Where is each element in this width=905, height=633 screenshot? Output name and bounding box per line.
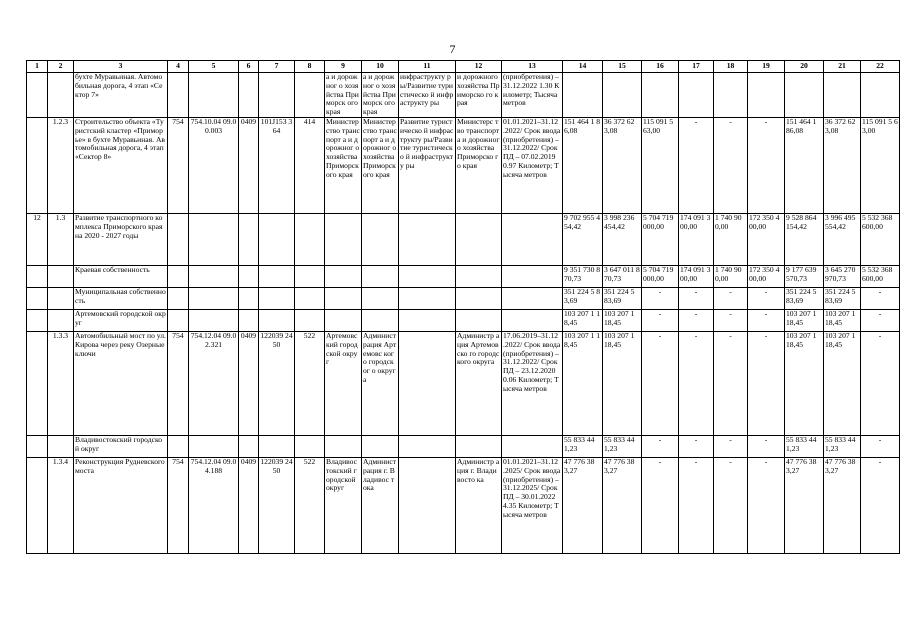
table-cell: - (679, 457, 714, 553)
table-cell: - (861, 457, 900, 553)
table-cell: - (714, 117, 748, 213)
table-cell (27, 331, 48, 435)
column-header: 2 (48, 61, 74, 73)
table-cell (399, 435, 456, 457)
table-cell: Администр ация г. Владивосто ка (456, 457, 502, 553)
table-cell (27, 287, 48, 309)
table-cell: 9 177 639 570,73 (785, 265, 824, 287)
table-cell (239, 435, 259, 457)
column-header: 14 (563, 61, 603, 73)
table-cell: 47 776 38 3,27 (603, 457, 642, 553)
table-cell (189, 213, 239, 265)
table-cell (27, 73, 48, 118)
table-cell: Строительство объекта «Туристский кластер «Приморье» в бухте Муравьиная. Автомобильная дорога, 4 этап «Сектор 8» (74, 117, 168, 213)
header-row (27, 61, 900, 73)
table-cell: 754 (168, 457, 189, 553)
table-cell (502, 287, 563, 309)
table-cell (785, 73, 824, 118)
table-cell (456, 213, 502, 265)
table-cell: 47 776 38 3,27 (824, 457, 861, 553)
table-cell: 103 207 1 18,45 (563, 309, 603, 331)
table-cell: 754.10.04 09.00.003 (189, 117, 239, 213)
table-cell: 0409 (239, 117, 259, 213)
table-cell (456, 309, 502, 331)
column-header: 17 (679, 61, 714, 73)
table-row (27, 73, 900, 118)
table-cell (456, 265, 502, 287)
table-cell: - (714, 309, 748, 331)
table-cell: 351 224 5 83,69 (603, 287, 642, 309)
table-cell (48, 309, 74, 331)
table-cell (168, 309, 189, 331)
table-cell: 01.01.2021–31.12 .2022/ Срок ввода (приобретения) – 31.12.2022/ Срок ПД – 07.02.2019 0.97 Километр; Тысяча метров (502, 117, 563, 213)
table-row (27, 287, 900, 309)
column-header: 15 (603, 61, 642, 73)
table-cell (325, 309, 362, 331)
table-cell: Админист рация Артемовс кого городског о округа (362, 331, 399, 435)
table-cell (295, 265, 325, 287)
table-cell: - (679, 309, 714, 331)
table-cell: 101J153 364 (259, 117, 295, 213)
table-cell (714, 73, 748, 118)
table-cell: 351 224 5 83,69 (824, 287, 861, 309)
table-cell (362, 435, 399, 457)
table-cell: 103 207 1 18,45 (824, 331, 861, 435)
table-cell: 103 207 1 18,45 (603, 309, 642, 331)
column-header: 21 (824, 61, 861, 73)
table-cell (48, 73, 74, 118)
column-header: 1 (27, 61, 48, 73)
table-cell: 351 224 5 83,69 (785, 287, 824, 309)
table-cell: Реконструкция Рудневского моста (74, 457, 168, 553)
table-cell (168, 435, 189, 457)
table-cell: и дорожного хозяйства Приморско го края (456, 73, 502, 118)
table-cell: 414 (295, 117, 325, 213)
table-cell: 1.2.3 (48, 117, 74, 213)
table-cell (642, 73, 679, 118)
table-cell (168, 287, 189, 309)
table-cell: 3 998 236 454,42 (603, 213, 642, 265)
table-cell (325, 265, 362, 287)
table-cell: 5 532 368 600,00 (861, 213, 900, 265)
table-cell: Развитие туристическо й инфраструкту ры/Развитие туристическо й инфраструкту ры (399, 117, 456, 213)
table-cell (259, 213, 295, 265)
table-cell: - (679, 117, 714, 213)
table-cell (48, 287, 74, 309)
table-cell: - (642, 287, 679, 309)
table-cell: 1.3.3 (48, 331, 74, 435)
table-cell: 55 833 44 1,23 (824, 435, 861, 457)
table-cell (399, 457, 456, 553)
table-cell: - (748, 331, 785, 435)
table-cell: 17.06.2019–31.12 .2022/ Срок ввода (приобретения) – 31.12.2022/ Срок ПД – 23.12.2020 0.06 Километр; Тысяча метров (502, 331, 563, 435)
table-cell (27, 435, 48, 457)
table-cell: 122039 2450 (259, 331, 295, 435)
table-cell: 172 350 4 00,00 (748, 265, 785, 287)
table-cell: 55 833 44 1,23 (563, 435, 603, 457)
table-cell: 522 (295, 331, 325, 435)
table-cell: Министер ство транспорт а и дорожног о хозяйства Приморск ого края (362, 117, 399, 213)
table-cell: 122039 2450 (259, 457, 295, 553)
table-cell (456, 435, 502, 457)
table-cell: Министер ство транспорт а и дорожног о хозяйства Приморск ого края (325, 117, 362, 213)
table-cell: - (714, 331, 748, 435)
table-row (27, 435, 900, 457)
table-cell: 0409 (239, 457, 259, 553)
table-cell: а и дорожног о хозяйства Приморск ого края (325, 73, 362, 118)
table-cell (325, 435, 362, 457)
table-cell (748, 73, 785, 118)
table-cell: - (861, 435, 900, 457)
table-cell (295, 435, 325, 457)
table-cell: 5 704 719 000,00 (642, 213, 679, 265)
table-cell: 115 091 5 63,00 (861, 117, 900, 213)
table-cell (259, 309, 295, 331)
table-cell: 5 704 719 000,00 (642, 265, 679, 287)
table-cell: Министерс тво транспорта и дорожного хозяйства Приморско го края (456, 117, 502, 213)
column-header: 11 (399, 61, 456, 73)
table-cell (239, 287, 259, 309)
table-cell: 172 350 4 00,00 (748, 213, 785, 265)
table-cell: 9 702 955 454,42 (563, 213, 603, 265)
table-cell: 351 224 5 83,69 (563, 287, 603, 309)
column-header: 6 (239, 61, 259, 73)
column-header: 19 (748, 61, 785, 73)
table-cell: 0409 (239, 331, 259, 435)
table-cell: - (679, 331, 714, 435)
table-cell: - (679, 287, 714, 309)
table-cell: 3 647 011 870,73 (603, 265, 642, 287)
table-cell: 1 740 90 0,00 (714, 265, 748, 287)
table-cell (502, 213, 563, 265)
table-cell: бухте Муравьиная. Автомобильная дорога, 4 этап «Сектор 7» (74, 73, 168, 118)
table-cell (259, 73, 295, 118)
table-cell: 55 833 44 1,23 (785, 435, 824, 457)
table-cell (27, 309, 48, 331)
table-cell: - (861, 287, 900, 309)
table-cell: 522 (295, 457, 325, 553)
table-cell (399, 265, 456, 287)
table-cell (168, 265, 189, 287)
table-cell: - (642, 457, 679, 553)
table-cell (362, 309, 399, 331)
table-cell: 12 (27, 213, 48, 265)
table-cell: - (861, 309, 900, 331)
table-cell (295, 309, 325, 331)
table-cell: - (714, 457, 748, 553)
table-cell: Артемовс кий городской округ (325, 331, 362, 435)
table-cell: - (642, 331, 679, 435)
table-cell (27, 457, 48, 553)
table-cell (48, 265, 74, 287)
table-cell (168, 73, 189, 118)
column-header: 5 (189, 61, 239, 73)
table-cell: 754 (168, 331, 189, 435)
table-cell (189, 435, 239, 457)
table-cell (399, 331, 456, 435)
table-cell: Админист рация г. Владивос тока (362, 457, 399, 553)
table-cell: 174 091 300,00 (679, 265, 714, 287)
column-header: 7 (259, 61, 295, 73)
table-row (27, 309, 900, 331)
table-cell (325, 213, 362, 265)
table-cell (824, 73, 861, 118)
table-cell: 36 372 62 3,08 (824, 117, 861, 213)
table-cell (259, 265, 295, 287)
table-cell: 3 996 495 554,42 (824, 213, 861, 265)
table-cell: Автомобильный мост по ул. Кирова через реку Озерные ключи (74, 331, 168, 435)
column-header: 18 (714, 61, 748, 73)
table-cell (48, 435, 74, 457)
table-cell (362, 287, 399, 309)
table-row (27, 331, 900, 435)
table-cell: 754.12.04 09.04.188 (189, 457, 239, 553)
column-header: 8 (295, 61, 325, 73)
table-cell: Администр ация Артемовско го городского округа (456, 331, 502, 435)
table-cell (563, 73, 603, 118)
table-row (27, 265, 900, 287)
table-cell: 1.3 (48, 213, 74, 265)
column-header: 16 (642, 61, 679, 73)
table-cell (399, 309, 456, 331)
table-cell: - (642, 435, 679, 457)
table-cell: 01.01.2021–31.12 .2025/ Срок ввода (приобретения) – 31.12.2025/ Срок ПД – 30.01.2022 4.35 Километр; Тысяча метров (502, 457, 563, 553)
table-cell: 3 645 270 970,73 (824, 265, 861, 287)
column-header: 20 (785, 61, 824, 73)
table-cell: - (714, 435, 748, 457)
table-cell (362, 213, 399, 265)
table-cell (27, 265, 48, 287)
table-cell: 9 351 730 870,73 (563, 265, 603, 287)
table-cell (679, 73, 714, 118)
table-cell: 55 833 44 1,23 (603, 435, 642, 457)
table-cell (189, 73, 239, 118)
column-header: 22 (861, 61, 900, 73)
table-cell: 9 528 864 154,42 (785, 213, 824, 265)
table-cell: Муниципальная собственность (74, 287, 168, 309)
table-cell: 754.12.04 09.02.321 (189, 331, 239, 435)
budget-table (26, 60, 900, 554)
table-cell (295, 213, 325, 265)
table-cell: Развитие транспортного комплекса Приморского края на 2020 - 2027 годы (74, 213, 168, 265)
table-cell: 115 091 5 63,00 (642, 117, 679, 213)
column-header: 4 (168, 61, 189, 73)
table-cell (325, 287, 362, 309)
table-cell: 103 207 1 18,45 (603, 331, 642, 435)
column-header: 10 (362, 61, 399, 73)
table-cell (259, 287, 295, 309)
table-cell (239, 213, 259, 265)
table-row (27, 457, 900, 553)
table-cell (168, 213, 189, 265)
table-cell: Артемовский городской округ (74, 309, 168, 331)
table-cell: инфраструкту ры/Развитие туристическо й инфраструкту ры (399, 73, 456, 118)
table-cell: Краевая собственность (74, 265, 168, 287)
column-header: 13 (502, 61, 563, 73)
table-cell: (приобретения) – 31.12.2022 1.30 Километр; Тысяча метров (502, 73, 563, 118)
table-cell (239, 265, 259, 287)
table-row (27, 117, 900, 213)
table-cell (239, 73, 259, 118)
table-cell: - (714, 287, 748, 309)
table-cell: - (642, 309, 679, 331)
table-cell: 47 776 38 3,27 (563, 457, 603, 553)
table-cell: 103 207 1 18,45 (563, 331, 603, 435)
table-cell (239, 309, 259, 331)
table-cell: Владивос токский городской округ (325, 457, 362, 553)
table-cell: - (748, 287, 785, 309)
table-cell (603, 73, 642, 118)
table-cell: 754 (168, 117, 189, 213)
table-cell (189, 265, 239, 287)
page-number: 7 (449, 42, 456, 56)
table-cell (362, 265, 399, 287)
table-cell: Владивостокский городской округ (74, 435, 168, 457)
table-cell (27, 117, 48, 213)
table-cell: - (679, 435, 714, 457)
table-cell (295, 287, 325, 309)
table-cell: а и дорожног о хозяйства Приморск ого края (362, 73, 399, 118)
table-cell: 151 464 1 86,08 (563, 117, 603, 213)
table-cell: - (748, 457, 785, 553)
column-header: 12 (456, 61, 502, 73)
table-cell: 5 532 368 600,00 (861, 265, 900, 287)
table-cell: 103 207 1 18,45 (824, 309, 861, 331)
table-cell: 103 207 1 18,45 (785, 309, 824, 331)
table-cell (456, 287, 502, 309)
table-cell: 36 372 62 3,08 (603, 117, 642, 213)
table-cell: 47 776 38 3,27 (785, 457, 824, 553)
table-row (27, 213, 900, 265)
table-cell: 1.3.4 (48, 457, 74, 553)
table-cell: 103 207 1 18,45 (785, 331, 824, 435)
table-cell (295, 73, 325, 118)
table-cell: - (748, 117, 785, 213)
table-cell (189, 309, 239, 331)
table-cell (399, 287, 456, 309)
table-cell: 1 740 90 0,00 (714, 213, 748, 265)
table-cell: 174 091 300,00 (679, 213, 714, 265)
table-cell: - (748, 309, 785, 331)
table-cell (502, 435, 563, 457)
table-cell (861, 73, 900, 118)
column-header: 9 (325, 61, 362, 73)
table-cell (502, 309, 563, 331)
table-cell (502, 265, 563, 287)
table-cell: - (748, 435, 785, 457)
table-cell (259, 435, 295, 457)
table-cell: - (861, 331, 900, 435)
table-cell (189, 287, 239, 309)
table-cell (399, 213, 456, 265)
table-cell: 151 464 1 86,08 (785, 117, 824, 213)
column-header: 3 (74, 61, 168, 73)
